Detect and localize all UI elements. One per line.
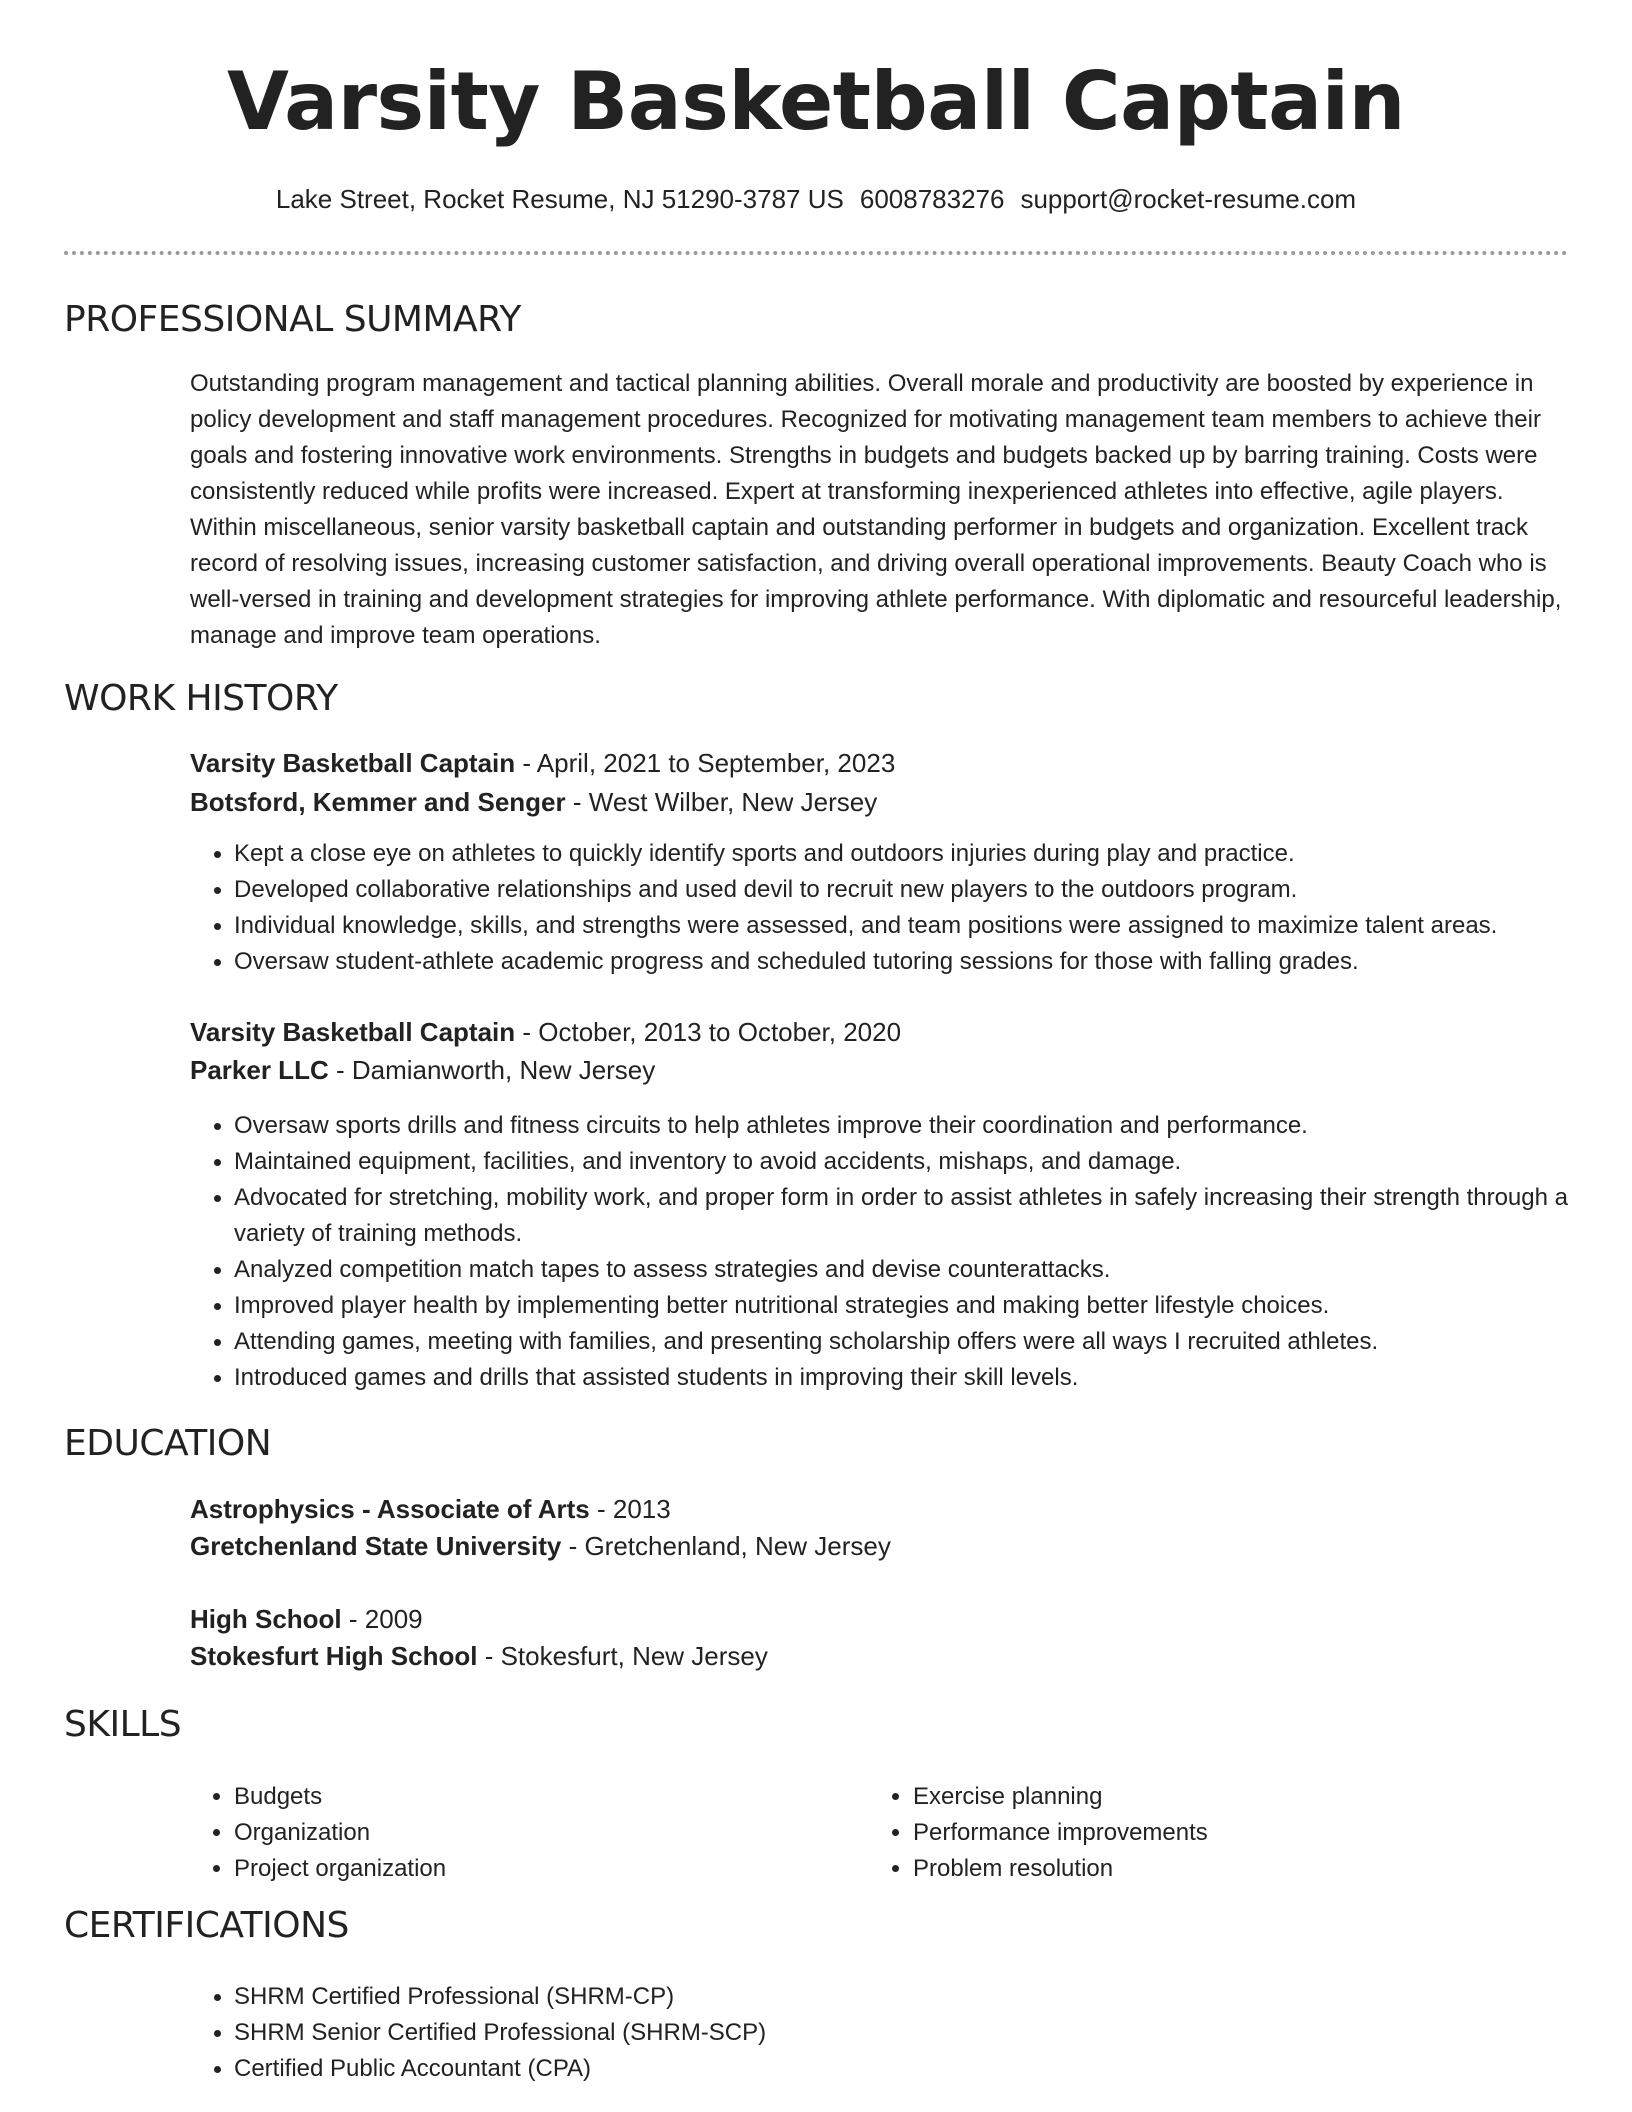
list-item: • Advocated for stretching, mobility work, and proper form in order to assist athletes in safely increasing their strength through a variety of training methods. (234, 1180, 1624, 1252)
edu-2-year: - 2009 (341, 1604, 423, 1634)
job-1-company: Botsford, Kemmer and Senger (190, 787, 566, 817)
job-1-company-line (190, 784, 877, 820)
list-item: • Certified Public Accountant (CPA) (234, 2051, 1624, 2087)
edu-2-school: Stokesfurt High School (190, 1641, 478, 1671)
edu-2-degree-line (190, 1601, 423, 1637)
job-2-location: - Damianworth, New Jersey (328, 1055, 656, 1085)
list-item: • SHRM Senior Certified Professional (SHRM-SCP) (234, 2015, 1624, 2051)
edu-2-location: - Stokesfurt, New Jersey (477, 1641, 768, 1671)
section-title-education: EDUCATION (64, 1423, 272, 1464)
job-2-company-line (190, 1052, 655, 1088)
skills-right-column (869, 1779, 1513, 1887)
list-item: • Kept a close eye on athletes to quickly identify sports and outdoors injuries during play and practice. (234, 836, 1624, 872)
list-item: • Analyzed competition match tapes to assess strategies and devise counterattacks. (234, 1252, 1624, 1288)
list-item: • Maintained equipment, facilities, and inventory to avoid accidents, mishaps, and damage. (234, 1144, 1624, 1180)
list-item: • Improved player health by implementing better nutritional strategies and making better lifestyle choices. (234, 1288, 1624, 1324)
section-title-summary: PROFESSIONAL SUMMARY (64, 299, 521, 340)
list-item: • Introduced games and drills that assisted students in improving their skill levels. (234, 1360, 1624, 1396)
list-item: • Individual knowledge, skills, and strengths were assessed, and team positions were assigned to maximize talent areas. (234, 908, 1624, 944)
list-item: • SHRM Certified Professional (SHRM-CP) (234, 1979, 1624, 2015)
job-1-position: Varsity Basketball Captain (190, 748, 516, 778)
contact-line (0, 182, 1632, 216)
list-item: • Oversaw student-athlete academic progress and scheduled tutoring sessions for those with falling grades. (234, 944, 1624, 980)
edu-2-school-line (190, 1638, 768, 1674)
edu-1-year: - 2013 (589, 1494, 671, 1524)
contact-address: Lake Street, Rocket Resume, NJ 51290-3787 US (275, 184, 844, 214)
certifications-list (190, 1979, 1624, 2087)
section-title-skills: SKILLS (64, 1704, 182, 1745)
job-1-bullets (190, 836, 1624, 980)
edu-2-degree: High School (190, 1604, 342, 1634)
job-2-company: Parker LLC (190, 1055, 329, 1085)
list-item: • Organization (234, 1815, 834, 1851)
candidate-name: Varsity Basketball Captain (227, 55, 1405, 148)
header-divider (64, 251, 1568, 255)
job-1-dates: - April, 2021 to September, 2023 (515, 748, 896, 778)
list-item: • Developed collaborative relationships and used devil to recruit new players to the outdoors program. (234, 872, 1624, 908)
edu-1-degree-line (190, 1491, 671, 1527)
contact-phone: 6008783276 (859, 184, 1005, 214)
list-item: • Project organization (234, 1851, 834, 1887)
section-title-work: WORK HISTORY (64, 678, 338, 719)
edu-1-location: - Gretchenland, New Jersey (561, 1531, 891, 1561)
list-item: • Attending games, meeting with families, and presenting scholarship offers were all ways I recruited athletes. (234, 1324, 1624, 1360)
job-2-bullets (190, 1108, 1624, 1396)
skills-left-column (190, 1779, 834, 1887)
summary-text: Outstanding program management and tactical planning abilities. Overall morale and productivity are boosted by experience in policy development and staff management procedures. Recognized for motivating management team members to achieve their goals and fostering innovative work environments. Strengths in budgets and budgets backed up by barring training. Costs were consistently reduced while profits were increased. Expert at transforming inexperienced athletes into effective, agile players. Within miscellaneous, senior varsity basketball captain and outstanding performer in budgets and organization. Excellent track record of resolving issues, increasing customer satisfaction, and driving overall operational improvements. Beauty Coach who is well-versed in training and development strategies for improving athlete performance. With diplomatic and resourceful leadership, manage and improve team operations. (190, 370, 1562, 649)
list-item: • Exercise planning (913, 1779, 1513, 1815)
list-item: • Performance improvements (913, 1815, 1513, 1851)
job-2-title-line (190, 1014, 901, 1050)
list-item: • Budgets (234, 1779, 834, 1815)
contact-email: support@rocket-resume.com (1020, 184, 1357, 214)
job-2-position: Varsity Basketball Captain (190, 1017, 516, 1047)
job-1-location: - West Wilber, New Jersey (565, 787, 878, 817)
job-2-dates: - October, 2013 to October, 2020 (515, 1017, 902, 1047)
edu-1-degree: Astrophysics - Associate of Arts (190, 1494, 590, 1524)
list-item: • Oversaw sports drills and fitness circuits to help athletes improve their coordination and performance. (234, 1108, 1624, 1144)
job-1-title-line (190, 745, 895, 781)
edu-1-school: Gretchenland State University (190, 1531, 562, 1561)
edu-1-school-line (190, 1528, 891, 1564)
section-title-certifications: CERTIFICATIONS (64, 1905, 349, 1946)
list-item: • Problem resolution (913, 1851, 1513, 1887)
